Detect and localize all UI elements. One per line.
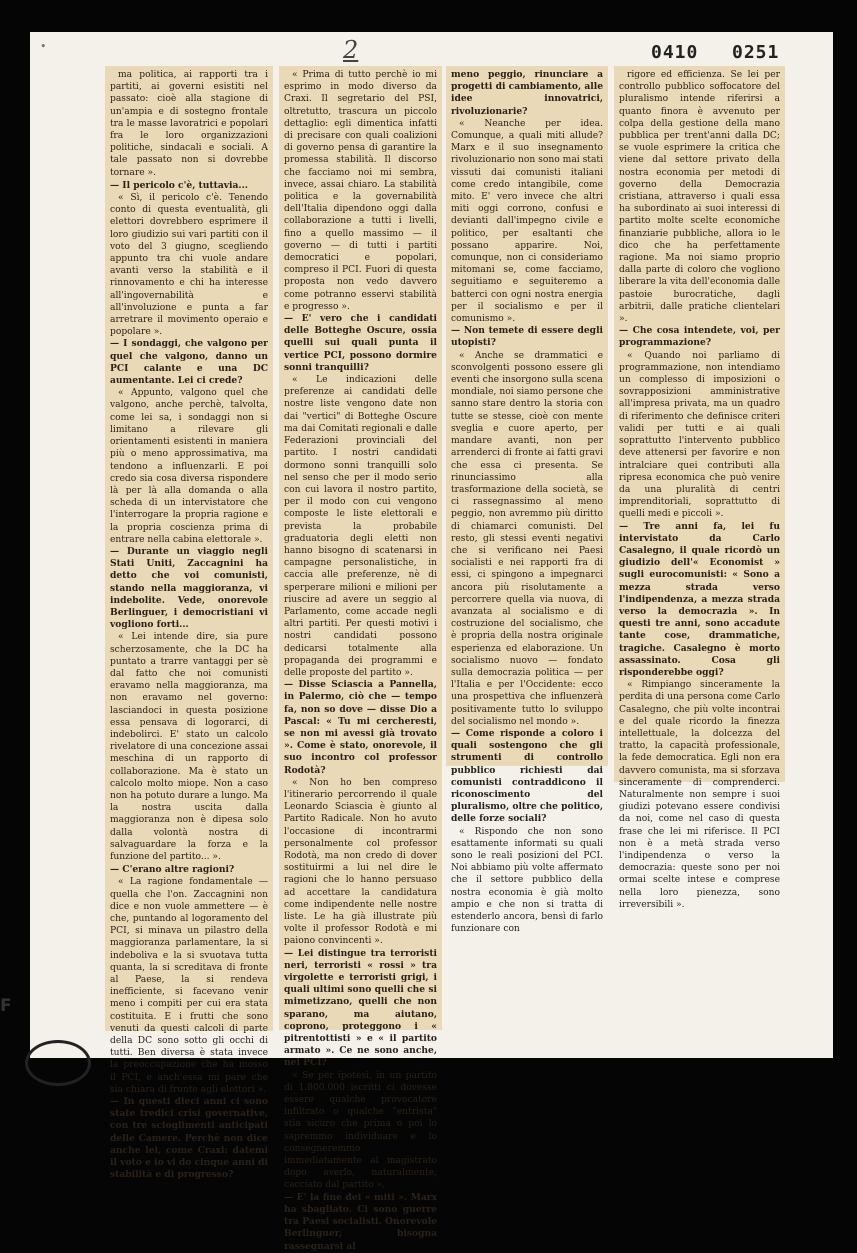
answer-paragraph: « Se per ipotesi, in un partito di 1.800.000 iscritti ci dovesse essere qualche provocatore infiltrato o qualche "entrista" stia sicuro che prima o poi lo sapremmo individuare e lo consegneremmo immediatamente al magistrato dopo averlo, naturalmente, cacciato dal partito ». xyxy=(284,1070,437,1191)
answer-paragraph: « Non ho ben compreso l'itinerario percorrendo il quale Leonardo Sciascia è giunto al Partito Radicale. Non ho avuto l'occasione di incontrarmi personalmente col professor Rodotà, ma non credo di dover sostituirmi a lui nel dire le ragioni che lo hanno persuaso ad accettare la candidatura come indipendente nelle nostre liste. Le ha già illustrate più volte il professor Rodotà e mi paiono convincenti ». xyxy=(284,777,437,947)
answer-paragraph: ma politica, ai rapporti tra i partiti, ai governi esistiti nel passato: cioè alla stagione di un'ampia e di sostegno frontale tra le masse lavoratrici e popolari fra le loro organizzazioni politiche, sindacali e sociali. A tale passato non si dovrebbe tornare ». xyxy=(110,70,268,178)
answer-paragraph: « Rispondo che non sono esattamente informati su quali sono le reali posizioni del PCI. Noi abbiamo più volte affermato che il settore pubblico della nostra economia è già molto ampio e che non si tratta di estenderlo ancora, bensì di farlo funzionare con xyxy=(451,826,603,935)
answer-paragraph: rigore ed efficienza. Se lei per controllo pubblico soffocatore del pluralismo intende riferirsi a quanto finora è avvenuto per colpa della gestione della mano pubblica per trent'anni dalla DC; se vuole esprimere la critica che viene dal settore privato della nostra economia per metodi di governo della Democrazia cristiana, attraverso i quali essa ha subordinato ai suoi interessi di partito molte scelte economiche finanziarie pubbliche, allora io le dico che ha perfettamente ragione. Ma noi siamo proprio dalla parte di coloro che vogliono liberare la vita dell'economia dalle pastoie burocratiche, dagli arbitrii, dalle pratiche clientelari ». xyxy=(619,70,780,325)
article-column-4 xyxy=(614,66,785,910)
answer-paragraph: « Sì, il pericolo c'è. Tenendo conto di questa eventualità, gli elettori dovrebbero esprimere il loro giudizio sui vari partiti con il voto del 3 giugno, scegliendo appunto tra chi vuole andare avanti verso la stabilità e il rinnovamento e chi ha interesse all'ingovernabilità e all'involuzione e punta a far arretrare il movimento operaio e popolare ». xyxy=(110,193,268,338)
archive-code-right: 0251 xyxy=(732,42,780,63)
question-paragraph: — In questi dieci anni ci sono state tredici crisi governative, con tre scioglimenti anticipati delle Camere. Perchè non dice anche lei, come Craxi: datemi il voto e io vi do cinque anni di stabilità e di progresso? xyxy=(110,1096,268,1181)
question-paragraph: — Durante un viaggio negli Stati Uniti, Zaccagnini ha detto che voi comunisti, stando nella maggioranza, vi indebolite. Vede, onorevole Berlinguer, i democristiani vi vogliono forti... xyxy=(110,545,268,631)
question-paragraph: meno peggio, rinunciare a progetti di cambiamento, alle idee innovatrici, rivoluzionarie? xyxy=(451,69,603,117)
answer-paragraph: « Lei intende dire, sia pure scherzosamente, che la DC ha puntato a trarre vantaggi per sè dal fatto che noi comunisti eravamo nella maggioranza, ma non eravamo nel governo: lasciandoci in questa posizione essa pensava di logorarci, di indebolirci. E' stato un calcolo rivelatore di una concezione assai meschina di un rapporto di collaborazione. Ma è stato un calcolo molto miope. Non a caso non ha potuto durare a lungo. Ma la nostra uscita dalla maggioranza non è dipesa solo dalla volontà nostra di salvaguardare la forza e la funzione del partito... ». xyxy=(110,632,268,862)
question-paragraph: — E' vero che i candidati delle Botteghe Oscure, ossia quelli sui quali punta il vertice PCI, possono dormire sonni tranquilli? xyxy=(284,313,437,373)
handwritten-page-number: 2 xyxy=(343,36,359,64)
question-paragraph: — E' la fine dei « miti ». Marx ha sbagliato. Ci sono guerre tra Paesi socialisti. Onorevole Berlinguer, bisogna rassegnarsi al xyxy=(284,1191,437,1252)
question-paragraph: — Non temete di essere degli utopisti? xyxy=(451,325,603,349)
answer-paragraph: « Appunto, valgono quel che valgono, anche perchè, talvolta, come lei sa, i sondaggi non si limitano a rilevare gli orientamenti esistenti in maniera più o meno approssimativa, ma tendono a influenzarli. E poi credo sia cosa diversa rispondere là per là alla domanda o alla scheda di un intervistatore che l'interrogare la propria ragione e la propria coscienza prima di entrare nella cabina elettorale ». xyxy=(110,388,268,545)
question-paragraph: — Lei distingue tra terroristi neri, terroristi « rossi » tra virgolette e terroristi grigi, i quali ultimi sono quelli che si mimetizzano, quelli che non sparano, ma aiutano, coprono, proteggono i « pitrentottisti » e « il partito armato ». Ce ne sono anche, nel PCI? xyxy=(284,947,437,1069)
question-paragraph: — Che cosa intendete, voi, per programmazione? xyxy=(619,325,780,349)
answer-paragraph: « Anche se drammatici e sconvolgenti possono essere gli eventi che insorgono sulla scena mondiale, noi siamo persone che sanno stare dentro la storia con tutte se stesse, cioè con mente sveglia e cuore aperto, per mandare avanti, non per arrenderci di fronte ai fatti gravi che essa ci presenta. Se rinunciassimo alla trasformazione della società, se ci rassegnassimo al meno peggio, non avremmo più diritto di chiamarci comunisti. Del resto, gli stessi eventi negativi che si verificano nei Paesi socialisti e nei rapporti fra di essi, ci spingono a impegnarci ancora più risolutamente a percorrere quella via nuova, di avanzata al socialismo e di costruzione del socialismo, che è propria della nostra originale esperienza ed elaborazione. Un socialismo nuovo — fondato sulla democrazia politica — per l'Italia e per l'Occidente: ecco una prospettiva che influenzerà positivamente tutto lo sviluppo del socialismo nel mondo ». xyxy=(451,350,603,727)
article-column-3 xyxy=(446,66,608,935)
question-paragraph: — I sondaggi, che valgono per quel che valgono, danno un PCI calante e una DC aumentante. Lei ci crede? xyxy=(110,338,268,387)
answer-paragraph: « Quando noi parliamo di programmazione, non intendiamo un complesso di imposizioni o sovrapposizioni amministrative all'impresa privata, ma un quadro di riferimento che definisce criteri validi per tutti e ai quali soprattutto l'intervento pubblico deve attenersi per favorire e non intralciare quei contributi alla ripresa economica che può venire da una pluralità di centri imprenditoriali, soprattutto di quelli medi e piccoli ». xyxy=(619,350,780,520)
article-column-2 xyxy=(279,66,442,1252)
watermark-logo: F xyxy=(0,996,12,1016)
answer-paragraph: « Le indicazioni delle preferenze ai candidati delle nostre liste vengono date non dai "vertici" di Botteghe Oscure ma dai Comitati regionali e dalle Federazioni provinciali del partito. I nostri candidati dormono sonni tranquilli solo nel senso che per il modo serio con cui lavora il nostro partito, per il modo con cui vengono composte le liste elettorali e prevista la probabile graduatoria degli eletti non hanno bisogno di scatenarsi in campagne personalistiche, in caccia alle preferenze, nè di sperperare milioni e milioni per riuscire ad avere un seggio al Parlamento, come accade negli altri partiti. Per questi motivi i nostri candidati possono dedicarsi totalmente alla propaganda dei programmi e delle proposte del partito ». xyxy=(284,375,437,678)
subheading: — Il pericolo c'è, tuttavia... xyxy=(110,179,248,191)
answer-paragraph: « Prima di tutto perchè io mi esprimo in modo diverso da Craxi. Il segretario del PSI, oltretutto, trascura un piccolo dettaglio: egli dimentica infatti di precisare con quali coalizioni di governo pensa di garantire la promessa stabilità. Il discorso che facciamo noi mi sembra, invece, assai chiaro. La stabilità politica e la governabilità dell'Italia dipendono oggi dalla collaborazione a tutti i livelli, fino a quello massimo — il governo — di tutti i partiti democratici e popolari, compreso il PCI. Fuori di questa proposta non vedo davvero come potranno esservi stabilità e progresso ». xyxy=(284,70,437,312)
answer-paragraph: « La ragione fondamentale — quella che l'on. Zaccagnini non dice e non vuole ammettere — è che, puntando al logoramento del PCI, si minava un pilastro della maggioranza parlamentare, la si indeboliva e la si svuotava tutta quanta, la si screditava di fronte al Paese, la si rendeva inefficiente, si facevano venir meno i compiti per cui era stata costituita. E i frutti che sono venuti da questi calcoli di parte della DC sono sotto gli occhi di tutti. Ben diversa è stata invece la preoccupazione che ha mosso il PCI, e anch'essa mi pare che sia chiara di fronte agli elettori ». xyxy=(110,877,268,1095)
subheading: — C'erano altre ragioni? xyxy=(110,864,235,876)
archive-code-left: 0410 xyxy=(651,42,699,63)
watermark-circle xyxy=(25,1040,91,1086)
article-column-1 xyxy=(105,66,273,1181)
question-paragraph: — Disse Sciascia a Pannella, in Palermo, ciò che — tempo fa, non so dove — disse Dio a Pascal: « Tu mi cercheresti, se non mi avessi già trovato ». Come è stato, onorevole, il suo incontro col professor Rodotà? xyxy=(284,679,437,776)
question-paragraph: — Come risponde a coloro i quali sostengono che gli strumenti di controllo pubblico richiesti dai comunisti contraddicono il riconoscimento del pluralismo, oltre che politico, delle forze sociali? xyxy=(451,727,603,825)
answer-paragraph: « Rimpiango sinceramente la perdita di una persona come Carlo Casalegno, che più volte incontrai e del quale ricordo la finezza intellettuale, la dolcezza del tratto, la capacità professionale, la fede democratica. Egli non era davvero comunista, ma si sforzava sinceramente di comprenderci. Naturalmente non sempre i suoi giudizi potevano essere condivisi da noi, come nel caso di questa frase che lei mi riferisce. Il PCI non è a metà strada verso l'indipendenza o verso la democrazia: queste sono per noi ormai scelte intese e comprese nella loro pienezza, sono irreversibili ». xyxy=(619,680,780,910)
punch-mark: • xyxy=(40,40,47,53)
question-paragraph: — Tre anni fa, lei fu intervistato da Carlo Casalegno, il quale ricordò un giudizio dell'« Economist » sugli eurocomunisti: « Sono a mezza strada verso l'indipendenza, a mezza strada verso la democrazia ». In questi tre anni, sono accadute tante cose, drammatiche, tragiche. Casalegno è morto assassinato. Cosa gli risponderebbe oggi? xyxy=(619,520,780,678)
answer-paragraph: « Neanche per idea. Comunque, a quali miti allude? Marx e il suo insegnamento rivoluzionario non sono mai stati vissuti dai comunisti italiani come credo intangibile, come mito. E' vero invece che altri miti oggi corrono, confusi e devianti dall'impegno civile e politico, per esaltanti che possano apparire. Noi, comunque, non ci consideriamo mitomani se, come facciamo, seguitiamo e seguiteremo a batterci con ogni nostra energia per il socialismo e per il comunismo ». xyxy=(451,118,603,325)
